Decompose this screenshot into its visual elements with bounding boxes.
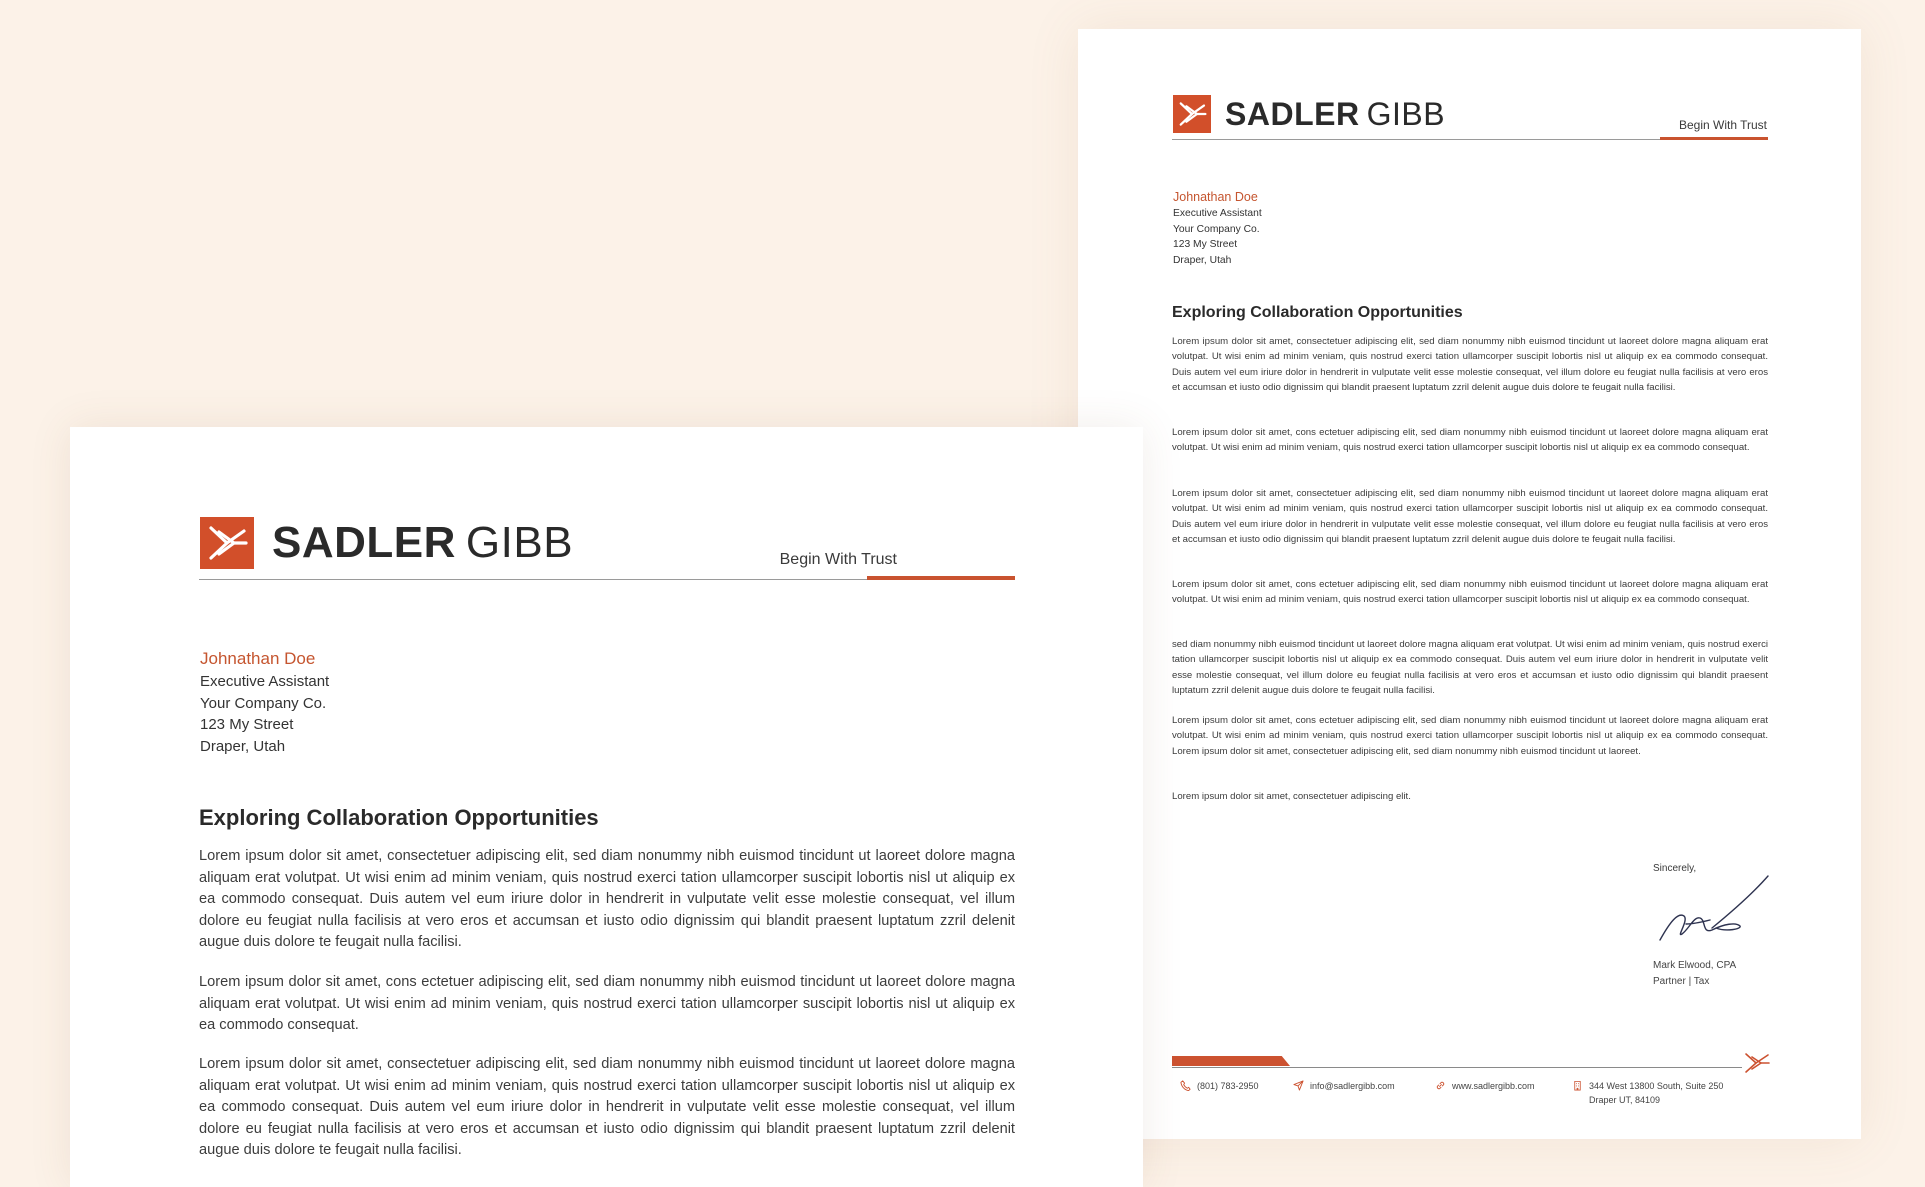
header-accent-bar xyxy=(867,576,1015,580)
letter-paragraph: Lorem ipsum dolor sit amet, consectetuer adipiscing elit, sed diam nonummy nibh euismod tincidunt ut laoreet dolore magna aliquam erat volutpat. Ut wisi enim ad minim veniam, quis nostrud exerci tation ullamcorper suscipit lobortis nisl ut aliquip ex ea commodo consequat. Duis autem vel eum iriure dolor in hendrerit in vulputate velit esse molestie consequat, vel illum dolore eu feugiat nulla facilisis at vero eros et accumsan et iusto odio dignissim qui blandit praesent luptatum zzril delenit augue duis dolore te feugait nulla facilisi. xyxy=(199,1056,1015,1158)
footer-address xyxy=(1572,1079,1723,1107)
signer-block xyxy=(1653,958,1736,990)
address-line-2: Draper UT, 84109 xyxy=(1589,1095,1661,1105)
letter-paragraph: Lorem ipsum dolor sit amet, cons ectetuer adipiscing elit, sed diam nonummy nibh euismod tincidunt ut laoreet dolore magna aliquam erat volutpat. Ut wisi enim ad minim veniam, quis nostrud exerci tation ullamcorper suscipit lobortis nisl ut aliquip ex ea commodo consequat. Lorem ipsum dolor sit amet, consectetuer adipiscing elit, sed diam nonummy nibh euismod tincidunt ut laoreet. xyxy=(1172,715,1768,757)
letter-paragraph: Lorem ipsum dolor sit amet, consectetuer adipiscing elit. xyxy=(1172,791,1411,802)
brand-name: SADLER GIBB xyxy=(1225,95,1446,132)
footer-phone xyxy=(1180,1079,1259,1093)
footer-website xyxy=(1435,1079,1535,1093)
letterhead-logo xyxy=(200,517,573,569)
email-address: info@sadlergibb.com xyxy=(1310,1081,1395,1091)
header-accent-bar xyxy=(1660,137,1768,140)
building-icon xyxy=(1572,1080,1583,1091)
sender-title: Executive Assistant xyxy=(1173,208,1262,219)
sender-city: Draper, Utah xyxy=(200,737,286,755)
sender-block xyxy=(1173,189,1262,268)
website-url: www.sadlergibb.com xyxy=(1452,1081,1535,1091)
sender-company: Your Company Co. xyxy=(200,694,327,712)
letter-paragraph: Lorem ipsum dolor sit amet, cons ectetuer adipiscing elit, sed diam nonummy nibh euismod tincidunt ut laoreet dolore magna aliquam erat volutpat. Ut wisi enim ad minim veniam, quis nostrud exerci tation ullamcorper suscipit lobortis nisl ut aliquip ex ea commodo consequat. xyxy=(1172,427,1768,454)
letterhead-page-front xyxy=(70,427,1143,1187)
letter-paragraph: Lorem ipsum dolor sit amet, consectetuer adipiscing elit, sed diam nonummy nibh euismod tincidunt ut laoreet dolore magna aliquam erat volutpat. Ut wisi enim ad minim veniam, quis nostrud exerci tation ullamcorper suscipit lobortis nisl ut aliquip ex ea commodo consequat. Duis autem vel eum iriure dolor in hendrerit in vulputate velit esse molestie consequat, vel illum dolore eu feugiat nulla facilisis at vero eros et accumsan et iusto odio dignissim qui blandit praesent luptatum zzril delenit augue duis dolore te feugait nulla facilisi. xyxy=(199,848,1015,950)
tagline: Begin With Trust xyxy=(1678,118,1767,132)
sender-street: 123 My Street xyxy=(1173,239,1238,251)
letter-paragraph: Lorem ipsum dolor sit amet, cons ectetuer adipiscing elit, sed diam nonummy nibh euismod tincidunt ut laoreet dolore magna aliquam erat volutpat. Ut wisi enim ad minim veniam, quis nostrud exerci tation ullamcorper suscipit lobortis nisl ut aliquip ex ea commodo consequat. xyxy=(1172,579,1768,606)
sender-name: Johnathan Doe xyxy=(1173,190,1258,204)
letter-subject: Exploring Collaboration Opportunities xyxy=(199,805,599,830)
footer-accent-bar xyxy=(1172,1056,1290,1066)
bird-arrow-logo-icon xyxy=(200,517,254,569)
letter-closing: Sincerely, xyxy=(1653,863,1697,874)
sender-name: Johnathan Doe xyxy=(200,649,316,668)
footer-divider xyxy=(1172,1067,1742,1068)
sender-street: 123 My Street xyxy=(200,716,294,733)
phone-icon xyxy=(1180,1080,1191,1091)
signer-title: Partner | Tax xyxy=(1653,976,1710,987)
sender-company: Your Company Co. xyxy=(1173,223,1260,235)
letter-paragraph: sed diam nonummy nibh euismod tincidunt ut laoreet dolore magna aliquam erat volutpat. Ut wisi enim ad minim veniam, quis nostrud exerci tation ullamcorper suscipit lobortis nisl ut aliquip ex ea commodo consequat. Duis autem vel eum iriure dolor in hendrerit in vulputate velit esse molestie consequat, vel illum dolore eu feugiat nulla facilisis at vero eros et accumsan et iusto odio dignissim qui blandit praesent luptatum zzril delenit augue duis dolore te feugait nulla facilisi. xyxy=(1172,639,1768,697)
tagline: Begin With Trust xyxy=(779,551,897,568)
sender-block xyxy=(200,647,329,757)
footer-email xyxy=(1293,1079,1395,1093)
brand-name: SADLER GIBB xyxy=(272,518,574,567)
phone-number: (801) 783-2950 xyxy=(1197,1081,1259,1091)
bird-arrow-logo-icon xyxy=(1173,95,1211,133)
sender-city: Draper, Utah xyxy=(1173,254,1232,266)
letterhead-page-back xyxy=(1078,29,1861,1139)
letter-subject: Exploring Collaboration Opportunities xyxy=(1172,304,1463,321)
address-line-1: 344 West 13800 South, Suite 250 xyxy=(1589,1081,1724,1091)
letter-paragraph: Lorem ipsum dolor sit amet, consectetuer adipiscing elit, sed diam nonummy nibh euismod tincidunt ut laoreet dolore magna aliquam erat volutpat. Ut wisi enim ad minim veniam, quis nostrud exerci tation ullamcorper suscipit lobortis nisl ut aliquip ex ea commodo consequat. Duis autem vel eum iriure dolor in hendrerit in vulputate velit esse molestie consequat, vel illum dolore eu feugiat nulla facilisis at vero eros et accumsan et iusto odio dignissim qui blandit praesent luptatum zzril delenit augue duis dolore te feugait nulla facilisi. xyxy=(1172,488,1768,546)
sender-title: Executive Assistant xyxy=(200,673,330,690)
send-icon xyxy=(1293,1080,1304,1091)
link-icon xyxy=(1435,1080,1446,1091)
footer-logo-arrow-icon xyxy=(1743,1051,1771,1075)
letterhead-logo xyxy=(1173,95,1445,133)
letter-paragraph: Lorem ipsum dolor sit amet, cons ectetuer adipiscing elit, sed diam nonummy nibh euismod tincidunt ut laoreet dolore magna aliquam erat volutpat. Ut wisi enim ad minim veniam, quis nostrud exerci tation ullamcorper suscipit lobortis nisl ut aliquip ex ea commodo consequat. xyxy=(199,974,1015,1033)
letter-paragraph: Lorem ipsum dolor sit amet, consectetuer adipiscing elit, sed diam nonummy nibh euismod tincidunt ut laoreet dolore magna aliquam erat volutpat. Ut wisi enim ad minim veniam, quis nostrud exerci tation ullamcorper suscipit lobortis nisl ut aliquip ex ea commodo consequat. Duis autem vel eum iriure dolor in hendrerit in vulputate velit esse molestie consequat, vel illum dolore eu feugiat nulla facilisis at vero eros et accumsan et iusto odio dignissim qui blandit praesent luptatum zzril delenit augue duis dolore te feugait nulla facilisi. xyxy=(1172,336,1768,394)
signature-image xyxy=(1656,872,1771,947)
signer-name: Mark Elwood, CPA xyxy=(1653,960,1737,971)
